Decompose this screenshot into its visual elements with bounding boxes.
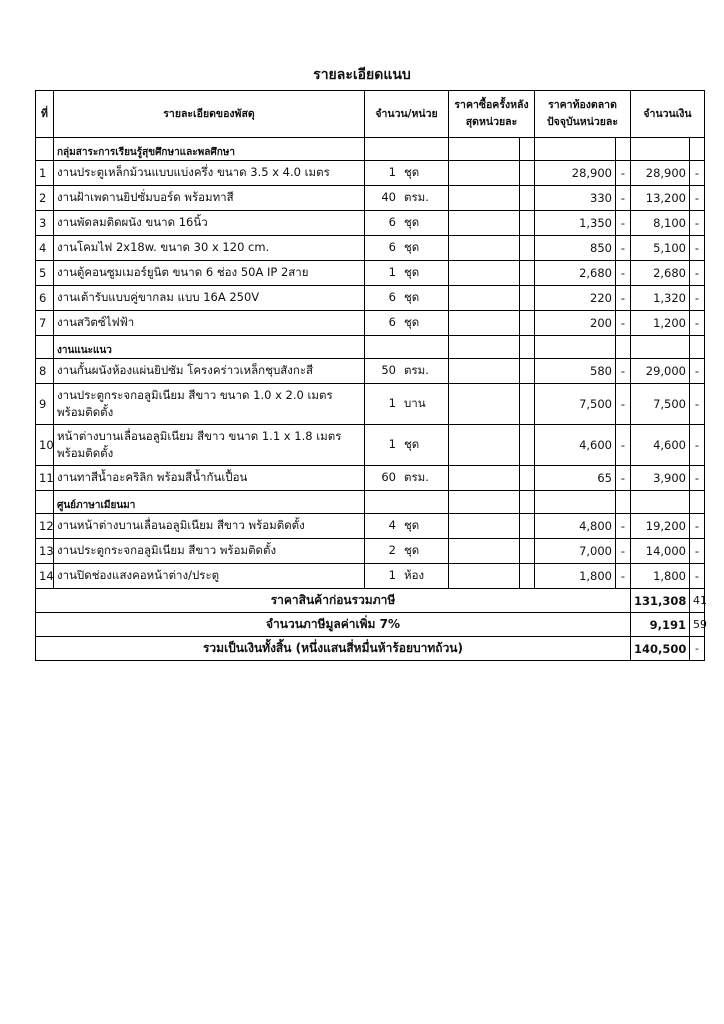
- item-quantity-unit: ตรม.: [404, 190, 429, 204]
- item-market-price-satang: -: [616, 384, 631, 425]
- group-row: [36, 491, 705, 514]
- item-last-price: [449, 466, 520, 491]
- item-amount: 5,100: [631, 236, 690, 261]
- item-quantity: [365, 311, 449, 336]
- item-no: 6: [36, 286, 54, 311]
- item-quantity: [365, 466, 449, 491]
- item-last-price: [449, 211, 520, 236]
- item-last-price-satang: [520, 286, 535, 311]
- empty-cell: [631, 138, 690, 161]
- item-amount-satang: -: [690, 466, 705, 491]
- empty-cell: [535, 491, 616, 514]
- item-quantity-number: 2: [388, 543, 396, 557]
- item-market-price: 1,800: [535, 564, 616, 589]
- item-amount-satang: -: [690, 384, 705, 425]
- empty-cell: [520, 491, 535, 514]
- item-quantity-unit: ชุด: [404, 240, 420, 254]
- item-market-price-satang: -: [616, 564, 631, 589]
- item-quantity-number: 6: [388, 215, 396, 229]
- empty-cell: [449, 491, 520, 514]
- item-last-price: [449, 425, 520, 466]
- table-row: [36, 539, 705, 564]
- group-no-cell: [36, 336, 54, 359]
- item-last-price-satang: [520, 514, 535, 539]
- subtotal-label: ราคาสินค้าก่อนรวมภาษี: [36, 589, 631, 613]
- item-last-price: [449, 286, 520, 311]
- header-no: ที่: [36, 91, 54, 138]
- item-quantity: [365, 564, 449, 589]
- item-quantity: [365, 359, 449, 384]
- item-market-price: 4,800: [535, 514, 616, 539]
- empty-cell: [690, 138, 705, 161]
- item-description: งานปิดช่องแสงคอหน้าต่าง/ประตู: [54, 564, 365, 589]
- item-last-price-satang: [520, 425, 535, 466]
- item-quantity: [365, 186, 449, 211]
- item-amount-satang: -: [690, 311, 705, 336]
- table-row: [36, 161, 705, 186]
- empty-cell: [690, 491, 705, 514]
- vat-satang: 59: [690, 613, 705, 637]
- item-last-price: [449, 186, 520, 211]
- item-market-price-satang: -: [616, 539, 631, 564]
- item-quantity-unit: ชุด: [404, 215, 420, 229]
- item-market-price: 7,500: [535, 384, 616, 425]
- item-no: 11: [36, 466, 54, 491]
- item-quantity: [365, 514, 449, 539]
- item-market-price-satang: -: [616, 359, 631, 384]
- item-amount: 28,900: [631, 161, 690, 186]
- item-quantity-number: 60: [381, 470, 396, 484]
- item-description: งานหน้าต่างบานเลื่อนอลูมิเนียม สีขาว พร้อมติดตั้ง: [54, 514, 365, 539]
- item-last-price-satang: [520, 186, 535, 211]
- item-no: 2: [36, 186, 54, 211]
- item-last-price: [449, 564, 520, 589]
- item-quantity-number: 1: [388, 396, 396, 410]
- table-row: [36, 564, 705, 589]
- item-last-price-satang: [520, 261, 535, 286]
- table-row: [36, 359, 705, 384]
- item-amount-satang: -: [690, 564, 705, 589]
- total-row: [36, 637, 705, 661]
- table-row: [36, 425, 705, 466]
- item-last-price-satang: [520, 236, 535, 261]
- item-no: 3: [36, 211, 54, 236]
- item-market-price: 1,350: [535, 211, 616, 236]
- item-amount-satang: -: [690, 286, 705, 311]
- item-amount-satang: -: [690, 425, 705, 466]
- item-last-price: [449, 514, 520, 539]
- item-description: งานประตูกระจกอลูมิเนียม สีขาว พร้อมติดตั้ง: [54, 539, 365, 564]
- item-quantity-unit: ห้อง: [404, 568, 425, 582]
- item-amount-satang: -: [690, 359, 705, 384]
- item-quantity-number: 1: [388, 265, 396, 279]
- empty-cell: [535, 336, 616, 359]
- item-last-price: [449, 384, 520, 425]
- item-market-price: 4,600: [535, 425, 616, 466]
- item-quantity: [365, 161, 449, 186]
- item-amount-satang: -: [690, 514, 705, 539]
- item-no: 5: [36, 261, 54, 286]
- item-description: งานฝ้าเพดานยิปซั่มบอร์ด พร้อมทาสี: [54, 186, 365, 211]
- item-quantity-unit: ชุด: [404, 518, 420, 532]
- item-amount-satang: -: [690, 161, 705, 186]
- header-last-price: ราคาซื้อครั้งหลังสุดหน่วยละ: [449, 91, 535, 138]
- item-quantity-unit: บาน: [404, 396, 426, 410]
- item-amount: 1,200: [631, 311, 690, 336]
- empty-cell: [616, 138, 631, 161]
- item-amount: 7,500: [631, 384, 690, 425]
- item-market-price-satang: -: [616, 311, 631, 336]
- item-quantity-unit: ตรม.: [404, 363, 429, 377]
- item-amount: 3,900: [631, 466, 690, 491]
- items-table: [35, 90, 705, 661]
- item-quantity-unit: ชุด: [404, 315, 420, 329]
- item-market-price-satang: -: [616, 161, 631, 186]
- item-last-price: [449, 236, 520, 261]
- item-market-price-satang: -: [616, 261, 631, 286]
- item-last-price-satang: [520, 384, 535, 425]
- item-market-price: 200: [535, 311, 616, 336]
- empty-cell: [520, 336, 535, 359]
- empty-cell: [690, 336, 705, 359]
- empty-cell: [449, 138, 520, 161]
- item-market-price: 2,680: [535, 261, 616, 286]
- empty-cell: [631, 491, 690, 514]
- total-amount: 140,500: [631, 637, 690, 661]
- item-last-price-satang: [520, 161, 535, 186]
- item-amount: 1,320: [631, 286, 690, 311]
- subtotal-row: [36, 589, 705, 613]
- item-amount: 13,200: [631, 186, 690, 211]
- item-market-price-satang: -: [616, 425, 631, 466]
- item-quantity-number: 6: [388, 290, 396, 304]
- item-market-price-satang: -: [616, 236, 631, 261]
- table-row: [36, 514, 705, 539]
- item-amount-satang: -: [690, 236, 705, 261]
- item-market-price-satang: -: [616, 211, 631, 236]
- item-last-price-satang: [520, 359, 535, 384]
- empty-cell: [449, 336, 520, 359]
- group-label: งานแนะแนว: [54, 336, 365, 359]
- item-market-price: 580: [535, 359, 616, 384]
- item-quantity-number: 1: [388, 568, 396, 582]
- item-quantity: [365, 261, 449, 286]
- item-quantity-number: 1: [388, 165, 396, 179]
- header-description: รายละเอียดของพัสดุ: [54, 91, 365, 138]
- item-market-price: 220: [535, 286, 616, 311]
- item-last-price-satang: [520, 466, 535, 491]
- table-header-row: [36, 91, 705, 138]
- item-no: 9: [36, 384, 54, 425]
- group-label: กลุ่มสาระการเรียนรู้สุขศึกษาและพลศึกษา: [54, 138, 365, 161]
- item-market-price-satang: -: [616, 466, 631, 491]
- item-quantity-unit: ชุด: [404, 265, 420, 279]
- table-row: [36, 466, 705, 491]
- group-no-cell: [36, 138, 54, 161]
- item-quantity-number: 6: [388, 315, 396, 329]
- item-quantity-number: 6: [388, 240, 396, 254]
- table-body: [36, 138, 705, 661]
- item-description: งานทาสีน้ำอะคริลิก พร้อมสีน้ำกันเปื้อน: [54, 466, 365, 491]
- header-amount: จำนวนเงิน: [631, 91, 705, 138]
- item-amount: 19,200: [631, 514, 690, 539]
- item-no: 8: [36, 359, 54, 384]
- table-row: [36, 236, 705, 261]
- document-title: รายละเอียดแนบ: [313, 67, 411, 83]
- item-description: งานประตูกระจกอลูมิเนียม สีขาว ขนาด 1.0 x 2.0 เมตร พร้อมติดตั้ง: [54, 384, 365, 425]
- item-amount-satang: -: [690, 186, 705, 211]
- vat-row: [36, 613, 705, 637]
- vat-amount: 9,191: [631, 613, 690, 637]
- item-quantity: [365, 286, 449, 311]
- table-row: [36, 186, 705, 211]
- item-last-price-satang: [520, 211, 535, 236]
- table-row: [36, 261, 705, 286]
- item-quantity: [365, 539, 449, 564]
- empty-cell: [520, 138, 535, 161]
- item-last-price-satang: [520, 564, 535, 589]
- item-description: งานพัดลมติดผนัง ขนาด 16นิ้ว: [54, 211, 365, 236]
- item-market-price-satang: -: [616, 286, 631, 311]
- item-no: 1: [36, 161, 54, 186]
- item-last-price: [449, 311, 520, 336]
- item-no: 4: [36, 236, 54, 261]
- item-description: หน้าต่างบานเลื่อนอลูมิเนียม สีขาว ขนาด 1.1 x 1.8 เมตร พร้อมติดตั้ง: [54, 425, 365, 466]
- item-description: งานโคมไฟ 2x18w. ขนาด 30 x 120 cm.: [54, 236, 365, 261]
- header-market-price: ราคาท้องตลาดปัจจุบันหน่วยละ: [535, 91, 631, 138]
- item-last-price: [449, 161, 520, 186]
- item-market-price: 65: [535, 466, 616, 491]
- item-last-price: [449, 359, 520, 384]
- item-description: งานเต้ารับแบบคู่ขากลม แบบ 16A 250V: [54, 286, 365, 311]
- item-market-price: 330: [535, 186, 616, 211]
- item-quantity-unit: ชุด: [404, 543, 420, 557]
- item-no: 14: [36, 564, 54, 589]
- empty-cell: [365, 336, 449, 359]
- item-amount: 4,600: [631, 425, 690, 466]
- vat-label: จำนวนภาษีมูลค่าเพิ่ม 7%: [36, 613, 631, 637]
- item-quantity-unit: ชุด: [404, 437, 420, 451]
- item-quantity-number: 4: [388, 518, 396, 532]
- item-market-price-satang: -: [616, 186, 631, 211]
- item-last-price: [449, 261, 520, 286]
- item-description: งานประตูเหล็กม้วนแบบแบ่งครึ่ง ขนาด 3.5 x 4.0 เมตร: [54, 161, 365, 186]
- item-no: 13: [36, 539, 54, 564]
- item-quantity-number: 1: [388, 437, 396, 451]
- item-last-price-satang: [520, 539, 535, 564]
- empty-cell: [365, 138, 449, 161]
- item-description: งานกั้นผนังห้องแผ่นยิปซัม โครงคร่าวเหล็กชุบสังกะสี: [54, 359, 365, 384]
- item-amount: 29,000: [631, 359, 690, 384]
- item-amount: 8,100: [631, 211, 690, 236]
- item-quantity-unit: ชุด: [404, 290, 420, 304]
- item-last-price-satang: [520, 311, 535, 336]
- item-amount-satang: -: [690, 539, 705, 564]
- item-quantity: [365, 211, 449, 236]
- item-no: 7: [36, 311, 54, 336]
- subtotal-amount: 131,308: [631, 589, 690, 613]
- item-quantity-number: 50: [381, 363, 396, 377]
- table-row: [36, 384, 705, 425]
- item-amount: 2,680: [631, 261, 690, 286]
- total-label: รวมเป็นเงินทั้งสิ้น (หนึ่งแสนสี่หมื่นห้าร้อยบาทถ้วน): [36, 637, 631, 661]
- header-quantity: จำนวน/หน่วย: [365, 91, 449, 138]
- empty-cell: [365, 491, 449, 514]
- item-quantity: [365, 236, 449, 261]
- group-no-cell: [36, 491, 54, 514]
- item-market-price: 28,900: [535, 161, 616, 186]
- item-no: 12: [36, 514, 54, 539]
- empty-cell: [616, 491, 631, 514]
- total-satang: -: [690, 637, 705, 661]
- group-row: [36, 138, 705, 161]
- item-quantity: [365, 425, 449, 466]
- empty-cell: [535, 138, 616, 161]
- table-row: [36, 311, 705, 336]
- item-description: งานตู้คอนซูมเมอร์ยูนิต ขนาด 6 ช่อง 50A IP 2สาย: [54, 261, 365, 286]
- item-quantity: [365, 384, 449, 425]
- empty-cell: [616, 336, 631, 359]
- item-last-price: [449, 539, 520, 564]
- group-label: ศูนย์ภาษาเมียนมา: [54, 491, 365, 514]
- item-quantity-number: 40: [381, 190, 396, 204]
- item-amount-satang: -: [690, 211, 705, 236]
- empty-cell: [631, 336, 690, 359]
- item-amount: 14,000: [631, 539, 690, 564]
- subtotal-satang: 41: [690, 589, 705, 613]
- item-market-price-satang: -: [616, 514, 631, 539]
- item-market-price: 7,000: [535, 539, 616, 564]
- item-description: งานสวิตซ์ไฟฟ้า: [54, 311, 365, 336]
- item-amount-satang: -: [690, 261, 705, 286]
- item-quantity-unit: ตรม.: [404, 470, 429, 484]
- item-no: 10: [36, 425, 54, 466]
- table-row: [36, 286, 705, 311]
- item-market-price: 850: [535, 236, 616, 261]
- item-amount: 1,800: [631, 564, 690, 589]
- item-quantity-unit: ชุด: [404, 165, 420, 179]
- group-row: [36, 336, 705, 359]
- table-row: [36, 211, 705, 236]
